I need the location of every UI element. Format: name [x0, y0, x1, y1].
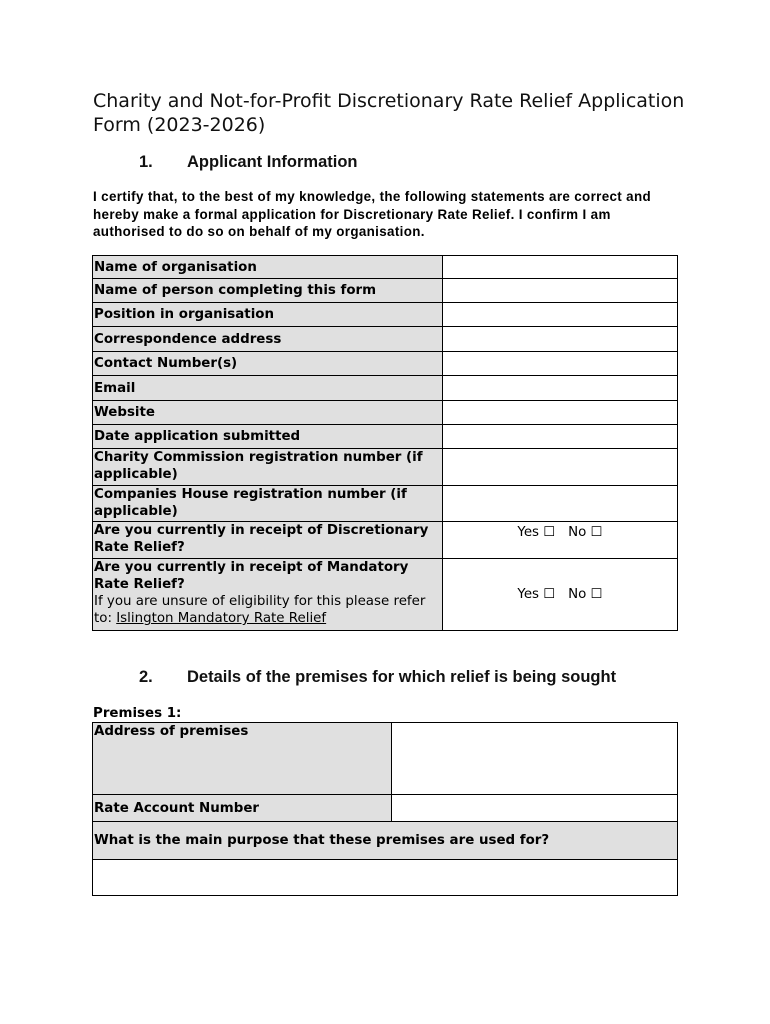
table-row: [93, 559, 678, 631]
field-input[interactable]: [443, 327, 678, 352]
premises-label: Premises 1:: [93, 706, 182, 721]
field-label: Email: [93, 376, 443, 401]
table-row: [93, 279, 678, 303]
premises-table: [92, 722, 678, 896]
field-label: Date application submitted: [93, 425, 443, 449]
purpose-field[interactable]: [93, 860, 678, 896]
table-row: [93, 425, 678, 449]
field-label: Companies House registration number (if applicable): [93, 486, 443, 522]
field-label: Correspondence address: [93, 327, 443, 352]
field-label: Contact Number(s): [93, 352, 443, 376]
table-row: [93, 352, 678, 376]
applicant-info-table: [92, 255, 678, 631]
field-input[interactable]: [443, 449, 678, 486]
section-title: Applicant Information: [187, 153, 358, 171]
field-input[interactable]: [443, 352, 678, 376]
table-row: [93, 401, 678, 425]
mandatory-relief-link[interactable]: Islington Mandatory Rate Relief: [116, 611, 327, 626]
table-row: [93, 449, 678, 486]
rate-account-field[interactable]: [392, 795, 678, 822]
section-number: 1.: [139, 153, 153, 171]
field-input[interactable]: [443, 425, 678, 449]
table-row: [93, 303, 678, 327]
table-row: [93, 327, 678, 352]
mandatory-relief-label: [93, 559, 443, 631]
table-row: [93, 522, 678, 559]
field-label: Name of organisation: [93, 256, 443, 279]
eligibility-note: If you are unsure of eligibility for this please refer to:: [94, 594, 426, 626]
field-input[interactable]: [443, 486, 678, 522]
form-title: Charity and Not-for-Profit Discretionary Rate Relief Application Form (2023-2026): [93, 90, 685, 136]
field-label: Website: [93, 401, 443, 425]
discretionary-relief-options: [443, 522, 678, 559]
rate-account-label: Rate Account Number: [93, 795, 392, 822]
table-row: [93, 486, 678, 522]
no-checkbox[interactable]: No ☐: [568, 587, 603, 602]
section-1-heading: [139, 153, 699, 175]
table-row: [93, 795, 678, 822]
field-input[interactable]: [443, 256, 678, 279]
section-title: Details of the premises for which relief is being sought: [187, 668, 617, 686]
field-input[interactable]: [443, 401, 678, 425]
yes-checkbox[interactable]: Yes ☐: [517, 587, 556, 602]
purpose-label: What is the main purpose that these premises are used for?: [93, 822, 678, 860]
yes-checkbox[interactable]: Yes ☐: [517, 525, 556, 540]
address-field[interactable]: [392, 723, 678, 795]
table-row: [93, 723, 678, 795]
field-label: Position in organisation: [93, 303, 443, 327]
table-row: [93, 860, 678, 896]
table-row: [93, 256, 678, 279]
mandatory-relief-question: Are you currently in receipt of Mandatory Rate Relief?: [94, 560, 409, 592]
certification-statement: I certify that, to the best of my knowledge, the following statements are correct and hereby make a formal application for Discretionary Rate Relief. I confirm I am authorised to do so on behalf of my organisation.: [93, 189, 652, 239]
no-checkbox[interactable]: No ☐: [568, 525, 603, 540]
mandatory-relief-options: [443, 559, 678, 631]
section-2-heading: [139, 668, 699, 690]
section-number: 2.: [139, 668, 153, 686]
address-label: Address of premises: [93, 723, 392, 795]
table-row: [93, 822, 678, 860]
field-input[interactable]: [443, 376, 678, 401]
field-label: Name of person completing this form: [93, 279, 443, 303]
table-row: [93, 376, 678, 401]
discretionary-relief-label: Are you currently in receipt of Discretionary Rate Relief?: [93, 522, 443, 559]
field-label: Charity Commission registration number (if applicable): [93, 449, 443, 486]
field-input[interactable]: [443, 279, 678, 303]
field-input[interactable]: [443, 303, 678, 327]
